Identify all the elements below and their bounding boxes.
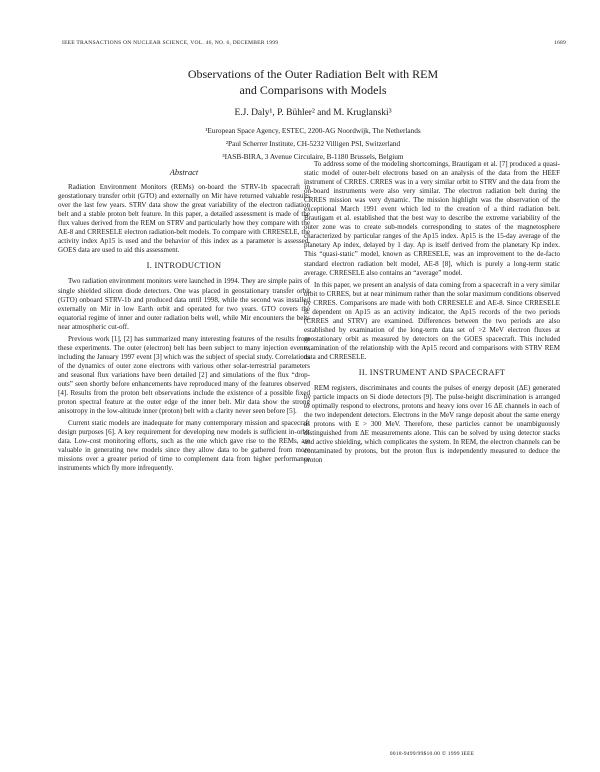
right-paragraph-1: To address some of the modeling shortcomings, Brautigam et al. [7] produced a quasi-static model of outer-belt electrons based on an analysis of the data from the HEEF instrument of CRRES. CRRES was in a very similar orbit to STRV and the data from the on-board instruments were also very similar. The electron radiation belt during the CRRES mission was very dynamic. The mission highlight was the observation of the exceptional March 1991 event which led to the creation of a third radiation belt. Brautigam et al. established that the best way to describe the extreme variability of the outer zone was to create sub-models corresponding to states of the magnetosphere characterized by particular ranges of the Ap15 index. Ap15 is the 15-day average of the planetary Ap index, delayed by 1 day. Ap is itself derived from the planetary Kp index. This “quasi-static” model, known as CRRESELE, was an improvement to the de-facto standard electron radiation belt model, AE-8 [8], which is purely a long-term static average. CRRESELE also contains an “average” model.	[304, 160, 560, 277]
journal-line: IEEE TRANSACTIONS ON NUCLEAR SCIENCE, VOL. 46, NO. 6, DECEMBER 1999	[62, 40, 279, 46]
left-column	[58, 168, 310, 476]
copyright-footer: 0018-9499/99$10.00 © 1999 IEEE	[389, 751, 475, 757]
intro-paragraph-2: Previous work [1], [2] has summarized many interesting features of the results from these experiments. The outer (electron) belt has been subject to many injection events, including the January 1997 event [3] which was the subject of special study. Correlations of the dynamics of outer zone electrons with various other solar-terrestrial parameters and seasonal flux variations have been detailed [2] and simulations of the flux “drop-outs” seen shortly before enhancements have reproduced many of the features observed [4]. Results from the proton belt observations include the existence of a possible fixed proton spectral feature at the outer edge of the inner belt. Mir data show the strong anisotropy in the low-altitude inner (proton) belt with a clarity never seen before [5].	[58, 334, 310, 416]
intro-paragraph-3: Current static models are inadequate for many contemporary mission and spacecraft design purposes [6]. A key requirement for developing new models is sufficient in-orbit data. Low-cost monitoring efforts, such as the one which gave rise to the REMs, are valuable in generating new models since they allow data to be gathered from more missions over a greater period of time to complement data from higher performance instruments which fly more infrequently.	[58, 419, 310, 473]
page-number: 1689	[554, 40, 566, 46]
intro-paragraph-1: Two radiation environment monitors were launched in 1994. They are simple pairs of single shielded silicon diode detectors. One was placed in geostationary transfer orbit (GTO) onboard STRV-1b and produced data until 1998, while the second was installed externally on Mir in low Earth orbit and operated for two years. GTO covers the equatorial regime of inner and outer radiation belts well, while Mir encounters the belts near atmospheric cut-off.	[58, 277, 310, 331]
title-line-1: Observations of the Outer Radiation Belt with REM	[187, 67, 439, 81]
section-1-heading: I. INTRODUCTION	[146, 261, 222, 271]
abstract-text: Radiation Environment Monitors (REMs) on-board the STRV-1b spacecraft in geostationary transfer orbit (GTO) and externally on Mir have returned valuable results over the last few years. STRV data show the great variability of the electron radiation belt and a stable proton belt feature. In this paper, a detailed assessment is made of the flux values derived from the REM on STRV and particularly how they compare with the AE-8 and CRRESELE electron radiation-belt models. To compare with CRRESELE, the activity index Ap15 is used and the behavior of this index as a parameter is assessed. GOES data are used to aid this assessment.	[58, 183, 310, 255]
affiliation-3: ³IASB-BIRA, 3 Avenue Circulaire, B-1180 Brussels, Belgium	[222, 152, 404, 161]
right-column	[304, 160, 560, 469]
author-list: E.J. Daly¹, P. Bühler² and M. Kruglanski³	[234, 108, 392, 118]
paper-title	[60, 66, 566, 98]
affiliation-2: ²Paul Scherrer Institute, CH-5232 Villigen PSI, Switzerland	[225, 139, 401, 148]
running-header	[62, 40, 566, 52]
affiliation-1: ¹European Space Agency, ESTEC, 2200-AG Noordwijk, The Netherlands	[205, 126, 421, 135]
title-line-2: and Comparisons with Models	[239, 83, 387, 97]
section-2-heading: II. INSTRUMENT AND SPACECRAFT	[358, 368, 506, 378]
right-paragraph-3: REM registers, discriminates and counts the pulses of energy deposit (ΔE) generated by particle impacts on Si diode detectors [9]. The pulse-height discrimination is arranged to optimally respond to electrons, protons and heavy ions over 16 ΔE channels in each of the two independent detectors. Electrons in the MeV range deposit about the same energy as protons with E > 300 MeV. Therefore, these particles cannot be unambiguously distinguished from ΔE measurements alone. This can be solved by using detector stacks and active shielding, which complicates the system. In REM, the electron channels can be contaminated by protons, but the proton flux is independently measured to deduce the proton	[304, 384, 560, 465]
abstract-heading: Abstract	[169, 168, 199, 177]
right-paragraph-2: In this paper, we present an analysis of data coming from a spacecraft in a very similar orbit to CRRES, but at near minimum rather than the solar maximum conditions observed by CRRES. Comparisons are made with both CRRESELE and AE-8. Since CRRESELE is dependent on Ap15 as an activity indicator, the Ap15 records of the two periods (CRRES and STRV) are examined. Differences between the two periods are also established by examination of the long-term data set of >2 MeV electron fluxes at geostationary orbit as measured by detectors on the GOES spacecraft. This included examination of the relationship with the Ap15 record and comparisons with STRV REM data and CRRESELE.	[304, 280, 560, 361]
affiliations	[60, 124, 566, 163]
